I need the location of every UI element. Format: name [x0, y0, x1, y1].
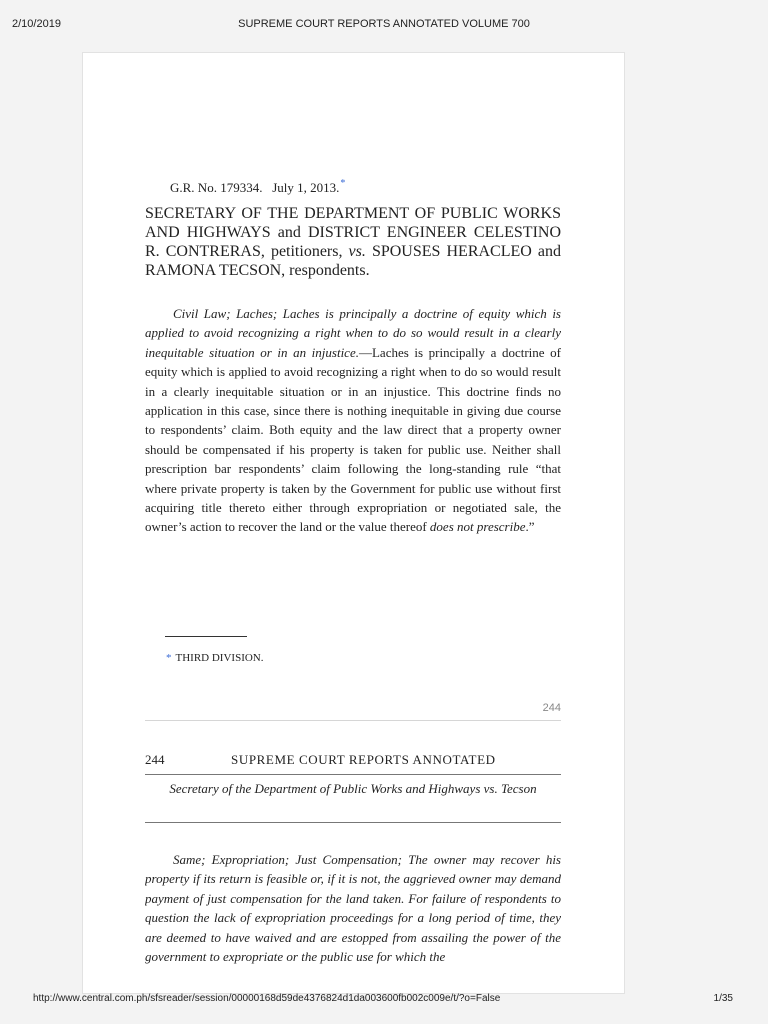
caption-rule-bottom — [145, 822, 561, 823]
page-number-gray: 244 — [542, 702, 561, 714]
parties-part2: SPOUSES HERACLEO and RAMONA TECSON, respondents. — [145, 243, 561, 279]
syllabus1-italic: Civil Law; Laches; Laches is principally a doctrine of equity which is applied to avoid recognizing a right when to do so would result in a clearly inequitable situation or in an injustice. — [145, 306, 561, 360]
case-parties — [145, 204, 561, 280]
syllabus1-end: .” — [525, 519, 535, 535]
syllabus1-body: —Laches is principally a doctrine of equity which is applied to avoid recognizing a right when to do so would result in a clearly inequitable situation or in an injustice. This doctrine finds no application in this case, since there is nothing inequitable in giving due course to respondents’ claim. Both equity and the law direct that a property owner should be compensated if his property is taken for public use. Neither shall prescription bar respondents’ claim following the long-standing rule “that where private property is taken by the Government for public use without first acquiring title thereto either through expropriation or negotiated sale, the owner’s action to recover the land or the value thereof — [145, 344, 561, 535]
print-title: SUPREME COURT REPORTS ANNOTATED VOLUME 700 — [238, 18, 530, 30]
syllabus2-italic: Same; Expropriation; Just Compensation; The owner may recover his property if its return is feasible or, if it is not, the aggrieved owner may demand payment of just compensation for the land taken. For failure of respondents to question the lack of expropriation proceedings for a long period of time, they are deemed to have waived and are estopped from assailing the power of the government to expropriate or the public use for which the — [145, 852, 561, 965]
parties-vs: vs. — [348, 243, 366, 260]
syllabus-paragraph-1 — [145, 304, 561, 537]
syllabus-paragraph-2 — [145, 850, 561, 986]
footnote-marker[interactable]: * — [166, 652, 172, 664]
footnote-rule — [165, 636, 247, 637]
decision-date: July 1, 2013. — [272, 180, 340, 195]
running-title: SUPREME COURT REPORTS ANNOTATED — [231, 752, 496, 767]
gr-line — [170, 178, 345, 196]
syllabus1-italic-end: does not prescribe — [429, 519, 526, 535]
print-page-count: 1/35 — [713, 993, 733, 1004]
running-page-number: 244 — [145, 752, 165, 767]
parties-part1: SECRETARY OF THE DEPARTMENT OF PUBLIC WORKS AND HIGHWAYS and DISTRICT ENGINEER CELESTINO R. CONTRERAS, petitioners, — [145, 205, 561, 260]
case-caption: Secretary of the Department of Public Works and Highways vs. Tecson — [169, 781, 537, 796]
print-date: 2/10/2019 — [12, 18, 61, 30]
footnote-text: THIRD DIVISION. — [175, 652, 264, 664]
caption-rule-top — [145, 774, 561, 775]
gr-number: G.R. No. 179334. — [170, 180, 263, 195]
footnote — [166, 652, 264, 664]
print-url[interactable]: http://www.central.com.ph/sfsreader/session/00000168d59de4376824d1da003600fb002c009e/t/?o=False — [33, 993, 501, 1004]
footnote-link[interactable]: * — [340, 178, 346, 189]
page-separator — [145, 720, 561, 721]
